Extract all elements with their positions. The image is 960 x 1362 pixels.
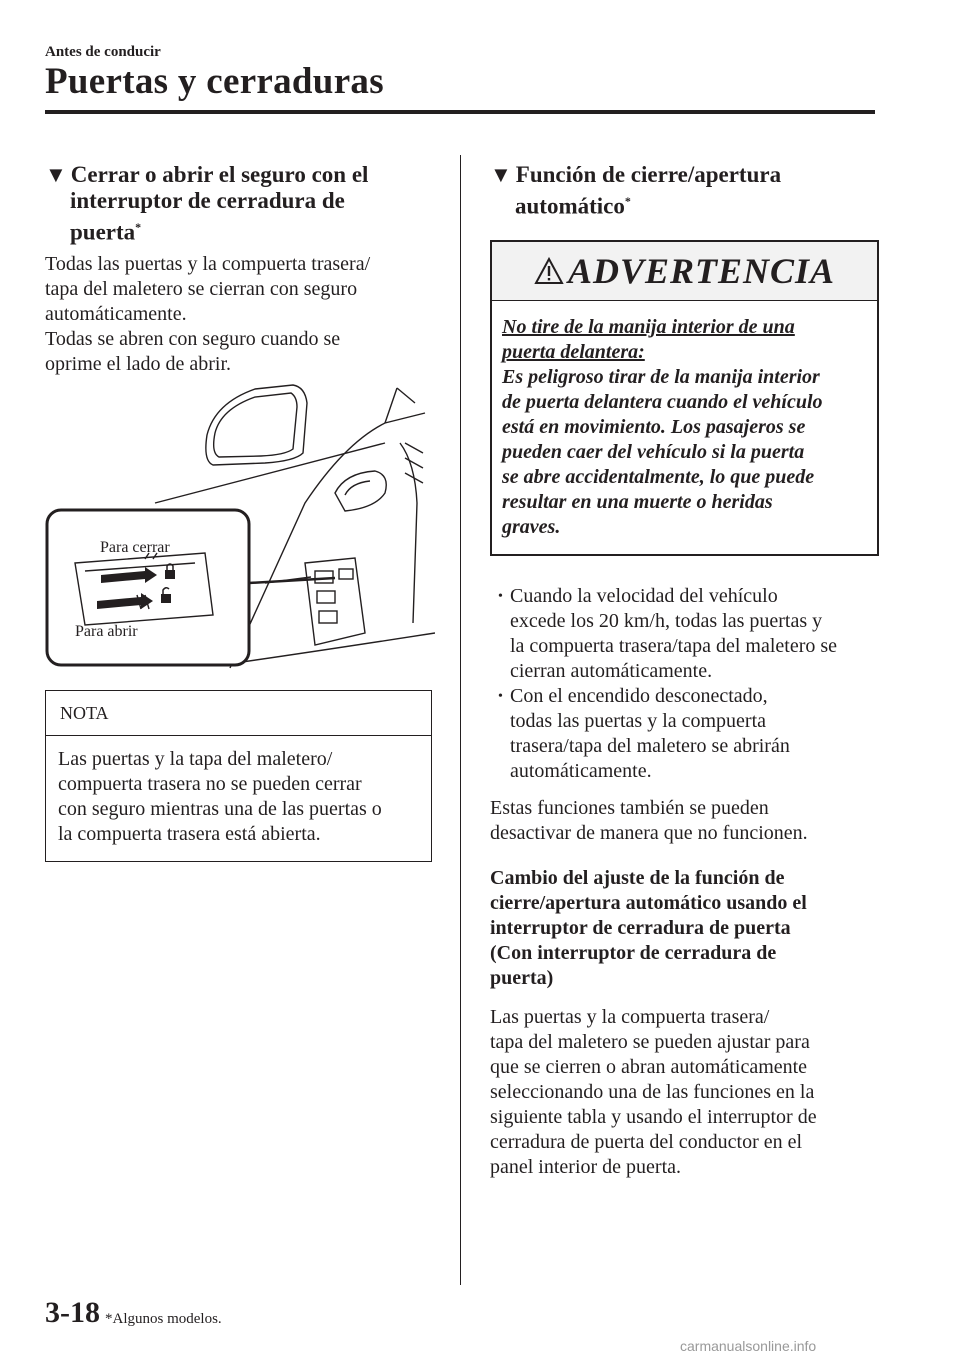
list-item: • Cuando la velocidad del vehículo excede los 20 km/h, todas las puertas y la compuerta trasera/tapa del maletero se cierran automáticamente. (490, 584, 885, 684)
warning-title: ADVERTENCIA (567, 251, 836, 291)
zoom-callout (47, 510, 249, 665)
footnote: *Algunos modelos. (105, 1311, 222, 1327)
section-triangle-icon: ▼ (45, 162, 67, 187)
label-open: Para abrir (75, 623, 138, 640)
left-section-title: ▼ Cerrar o abrir el seguro con el interruptor de cerradura de puerta* (45, 162, 369, 245)
section-triangle-icon: ▼ (490, 162, 512, 187)
warning-box (490, 240, 879, 556)
header-section: Antes de conducir (45, 44, 161, 60)
page-number: 3-18 (45, 1296, 100, 1329)
list-item: • Con el encendido desconectado, todas las puertas y la compuerta trasera/tapa del maletero se abrirán automáticamente. (490, 684, 885, 784)
warning-header (492, 242, 877, 301)
note-body: Las puertas y la tapa del maletero/ compuerta trasera no se pueden cerrar con seguro mientras una de las puertas o la compuerta trasera está abierta. (58, 748, 382, 845)
page-title: Puertas y cerraduras (45, 61, 384, 102)
bullet-list (490, 584, 885, 784)
paragraph-settings: Las puertas y la compuerta trasera/ tapa del maletero se pueden ajustar para que se cierren o abran automáticamente seleccionando una de las funciones en la siguiente tabla y usando el interruptor de cerradura de puerta del conductor en el panel interior de puerta. (490, 1006, 817, 1178)
column-divider (460, 155, 461, 1285)
note-box (45, 690, 432, 862)
header-rule (45, 110, 875, 114)
paragraph-deactivate: Estas funciones también se pueden desactivar de manera que no funcionen. (490, 797, 808, 844)
watermark[interactable]: carmanualsonline.info (680, 1338, 817, 1354)
warning-body: No tire de la manija interior de una puerta delantera: Es peligroso tirar de la manija interior de puerta delantera cuando el vehículo está en movimiento. Los pasajeros se pueden caer del vehículo si la puerta se abre accidentalmente, lo que puede resultar en una muerte o heridas graves. (502, 316, 823, 538)
callout-line (249, 578, 335, 583)
door-lock-figure (45, 383, 435, 673)
subheading: Cambio del ajuste de la función de cierre/apertura automático usando el interruptor de cerradura de puerta (Con interruptor de cerradura de puerta) (490, 867, 807, 989)
right-section-title: ▼ Función de cierre/apertura automático* (490, 162, 782, 219)
note-title: NOTA (46, 691, 431, 736)
label-close: Para cerrar (100, 539, 170, 556)
warning-triangle-icon (534, 257, 564, 285)
left-paragraph: Todas las puertas y la compuerta trasera/ tapa del maletero se cierran con seguro automáticamente. Todas se abren con seguro cuando se oprime el lado de abrir. (45, 253, 371, 375)
